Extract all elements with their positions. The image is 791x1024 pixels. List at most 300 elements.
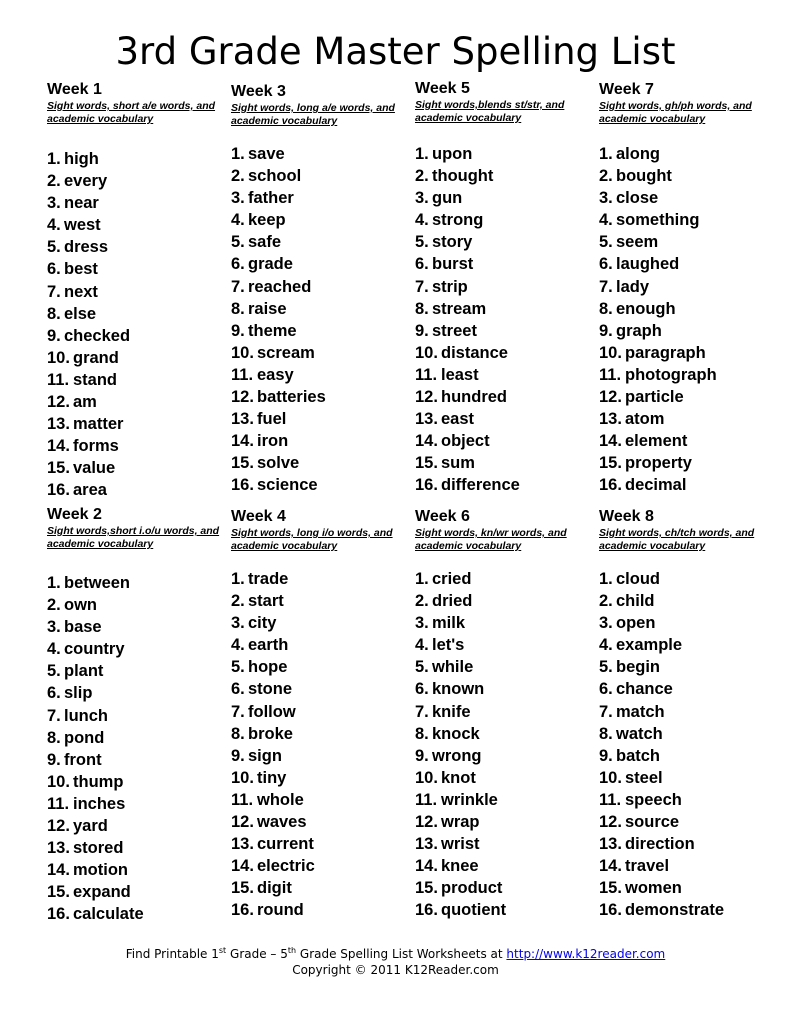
spelling-word: thump xyxy=(73,772,124,791)
list-item xyxy=(231,187,326,209)
item-number: 1. xyxy=(599,145,613,163)
list-item xyxy=(599,568,724,590)
spelling-word: upon xyxy=(432,145,473,163)
spelling-word: stored xyxy=(73,839,124,858)
item-number: 9. xyxy=(231,746,245,765)
list-item xyxy=(47,771,144,793)
item-number: 1. xyxy=(415,570,429,588)
spelling-word: decimal xyxy=(625,476,687,495)
item-number: 6. xyxy=(231,255,245,274)
spelling-word: lunch xyxy=(64,706,108,725)
word-list xyxy=(231,143,326,497)
item-number: 2. xyxy=(599,592,613,611)
list-item xyxy=(47,391,130,413)
item-number: 7. xyxy=(47,706,61,725)
list-item xyxy=(599,899,724,921)
list-item xyxy=(599,811,724,833)
item-number: 10. xyxy=(415,343,438,362)
list-item xyxy=(47,435,130,457)
item-number: 2. xyxy=(415,167,429,186)
spelling-word: city xyxy=(248,614,277,633)
item-number: 6. xyxy=(415,680,429,699)
item-number: 12. xyxy=(415,388,438,407)
week-subtitle: Sight words,blends st/str, and academic vocabulary xyxy=(415,99,565,124)
list-item xyxy=(47,281,130,303)
spelling-word: gun xyxy=(432,189,463,208)
spelling-word: tiny xyxy=(257,768,287,787)
item-number: 11. xyxy=(599,365,622,384)
item-number: 14. xyxy=(415,432,438,451)
footer-line-1 xyxy=(0,946,791,962)
item-number: 1. xyxy=(47,150,61,168)
list-item xyxy=(415,165,520,187)
spelling-word: batch xyxy=(616,746,661,765)
list-item xyxy=(599,877,724,899)
week-2 xyxy=(47,506,229,924)
spelling-word: property xyxy=(625,454,692,473)
spelling-word: strip xyxy=(432,277,468,296)
item-number: 8. xyxy=(47,304,61,323)
list-item xyxy=(47,325,130,347)
week-heading: Week 3 xyxy=(231,83,286,100)
spelling-word: inches xyxy=(73,794,126,813)
list-item xyxy=(47,881,144,903)
spelling-word: keep xyxy=(248,211,286,230)
spelling-word: stone xyxy=(248,680,293,699)
item-number: 5. xyxy=(47,662,61,681)
week-6 xyxy=(415,508,597,920)
item-number: 6. xyxy=(599,255,613,274)
week-5 xyxy=(415,80,597,495)
list-item xyxy=(231,745,315,767)
list-item xyxy=(599,723,724,745)
spelling-word: difference xyxy=(441,476,520,495)
list-item xyxy=(599,386,717,408)
list-item xyxy=(415,342,520,364)
spelling-word: laughed xyxy=(616,255,680,274)
item-number: 7. xyxy=(415,702,429,721)
item-number: 15. xyxy=(231,879,254,898)
item-number: 8. xyxy=(415,724,429,743)
item-number: 9. xyxy=(231,321,245,340)
item-number: 9. xyxy=(47,326,61,345)
spelling-word: enough xyxy=(616,299,676,318)
list-item xyxy=(415,320,520,342)
list-item xyxy=(415,430,520,452)
list-item xyxy=(47,572,144,594)
spelling-word: fuel xyxy=(257,410,287,429)
spelling-word: travel xyxy=(625,857,670,876)
week-heading: Week 2 xyxy=(47,506,102,523)
item-number: 15. xyxy=(415,454,438,473)
list-item xyxy=(47,749,144,771)
spelling-word: distance xyxy=(441,343,508,362)
item-number: 15. xyxy=(47,459,70,478)
list-item xyxy=(599,474,717,496)
week-heading: Week 8 xyxy=(599,508,654,525)
spelling-word: base xyxy=(64,618,102,637)
week-subtitle: Sight words, gh/ph words, and academic vocabulary xyxy=(599,100,752,125)
item-number: 12. xyxy=(47,817,70,836)
week-heading: Week 7 xyxy=(599,81,654,98)
item-number: 8. xyxy=(599,299,613,318)
spelling-word: near xyxy=(64,194,99,213)
list-item xyxy=(415,187,520,209)
list-item xyxy=(415,143,520,165)
spelling-word: broke xyxy=(248,724,293,743)
item-number: 12. xyxy=(231,388,254,407)
word-list xyxy=(415,143,520,497)
list-item xyxy=(415,811,506,833)
item-number: 15. xyxy=(415,879,438,898)
item-number: 6. xyxy=(415,255,429,274)
list-item xyxy=(47,793,144,815)
list-item xyxy=(231,877,315,899)
spelling-word: batteries xyxy=(257,388,326,407)
item-number: 16. xyxy=(231,901,254,920)
item-number: 16. xyxy=(47,905,70,924)
item-number: 10. xyxy=(231,343,254,362)
spelling-word: area xyxy=(73,481,107,500)
list-item xyxy=(47,369,130,391)
list-item xyxy=(415,253,520,275)
list-item xyxy=(231,165,326,187)
spelling-word: particle xyxy=(625,388,684,407)
item-number: 7. xyxy=(599,702,613,721)
item-number: 3. xyxy=(231,614,245,633)
item-number: 2. xyxy=(47,172,61,191)
item-number: 10. xyxy=(47,772,70,791)
list-item xyxy=(231,364,326,386)
spelling-word: steel xyxy=(625,768,663,787)
spelling-word: plant xyxy=(64,662,104,681)
item-number: 7. xyxy=(599,277,613,296)
spelling-word: iron xyxy=(257,432,289,451)
item-number: 11. xyxy=(47,370,70,389)
list-item xyxy=(415,408,520,430)
list-item xyxy=(599,767,724,789)
list-item xyxy=(231,452,326,474)
list-item xyxy=(415,877,506,899)
list-item xyxy=(47,192,130,214)
item-number: 9. xyxy=(415,321,429,340)
list-item xyxy=(231,342,326,364)
item-number: 6. xyxy=(231,680,245,699)
list-item xyxy=(47,594,144,616)
footer-sup-1: st xyxy=(218,946,227,955)
list-item xyxy=(47,236,130,258)
item-number: 16. xyxy=(47,481,70,500)
list-item xyxy=(231,231,326,253)
week-subtitle: Sight words, long a/e words, and academic vocabulary xyxy=(231,102,395,127)
item-number: 11. xyxy=(47,794,70,813)
spelling-word: follow xyxy=(248,702,296,721)
spelling-word: next xyxy=(64,282,98,301)
list-item xyxy=(47,413,130,435)
item-number: 10. xyxy=(47,348,70,367)
list-item xyxy=(599,745,724,767)
item-number: 4. xyxy=(231,636,245,655)
item-number: 5. xyxy=(47,238,61,257)
item-number: 1. xyxy=(231,145,245,163)
spelling-word: least xyxy=(441,365,479,384)
list-item xyxy=(415,899,506,921)
spelling-word: stream xyxy=(432,299,487,318)
list-item xyxy=(599,789,724,811)
list-item xyxy=(415,634,506,656)
spelling-word: high xyxy=(64,150,99,168)
list-item xyxy=(599,634,724,656)
spelling-word: every xyxy=(64,172,108,191)
list-item xyxy=(415,474,520,496)
list-item xyxy=(47,214,130,236)
list-item xyxy=(599,320,717,342)
week-subtitle: Sight words, ch/tch words, and academic vocabulary xyxy=(599,527,755,552)
list-item xyxy=(415,590,506,612)
footer xyxy=(0,946,791,978)
item-number: 13. xyxy=(231,835,254,854)
list-item xyxy=(415,656,506,678)
spelling-word: speech xyxy=(625,790,682,809)
spelling-word: photograph xyxy=(625,365,717,384)
item-number: 12. xyxy=(415,813,438,832)
item-number: 6. xyxy=(47,260,61,279)
item-number: 5. xyxy=(415,658,429,677)
list-item xyxy=(415,298,520,320)
list-item xyxy=(599,656,724,678)
item-number: 16. xyxy=(415,476,438,495)
spelling-word: raise xyxy=(248,299,287,318)
spelling-word: waves xyxy=(257,813,307,832)
spelling-word: cloud xyxy=(616,570,660,588)
item-number: 13. xyxy=(47,839,70,858)
item-number: 4. xyxy=(599,636,613,655)
item-number: 9. xyxy=(599,746,613,765)
list-item xyxy=(231,656,315,678)
spelling-word: bought xyxy=(616,167,672,186)
item-number: 14. xyxy=(231,432,254,451)
list-item xyxy=(599,678,724,700)
item-number: 16. xyxy=(231,476,254,495)
footer-copyright: Copyright © 2011 K12Reader.com xyxy=(292,963,499,977)
spelling-word: cried xyxy=(432,570,472,588)
list-item xyxy=(599,231,717,253)
item-number: 12. xyxy=(231,813,254,832)
spelling-word: knee xyxy=(441,857,479,876)
spelling-word: value xyxy=(73,459,116,478)
list-item xyxy=(231,899,315,921)
item-number: 12. xyxy=(47,393,70,412)
item-number: 9. xyxy=(47,750,61,769)
list-item xyxy=(415,701,506,723)
week-heading: Week 4 xyxy=(231,508,286,525)
list-item xyxy=(415,452,520,474)
spelling-word: example xyxy=(616,636,683,655)
item-number: 2. xyxy=(231,592,245,611)
spelling-word: slip xyxy=(64,684,93,703)
item-number: 8. xyxy=(231,299,245,318)
list-item xyxy=(231,723,315,745)
spelling-word: burst xyxy=(432,255,474,274)
spelling-word: street xyxy=(432,321,477,340)
spelling-word: knock xyxy=(432,724,480,743)
list-item xyxy=(47,682,144,704)
spelling-word: thought xyxy=(432,167,494,186)
spelling-word: wrap xyxy=(441,813,480,832)
footer-text-pre: Find Printable 1 xyxy=(125,947,219,961)
item-number: 10. xyxy=(415,768,438,787)
spelling-word: product xyxy=(441,879,503,898)
spelling-word: between xyxy=(64,574,131,592)
k12reader-link[interactable]: http://www.k12reader.com xyxy=(506,947,666,961)
item-number: 2. xyxy=(47,596,61,615)
item-number: 13. xyxy=(599,410,622,429)
list-item xyxy=(231,811,315,833)
spelling-word: round xyxy=(257,901,304,920)
list-item xyxy=(47,903,144,925)
spelling-word: pond xyxy=(64,728,105,747)
item-number: 3. xyxy=(599,189,613,208)
item-number: 8. xyxy=(415,299,429,318)
footer-sup-2: th xyxy=(287,946,297,955)
item-number: 15. xyxy=(231,454,254,473)
list-item xyxy=(415,209,520,231)
list-item xyxy=(231,386,326,408)
spelling-word: knot xyxy=(441,768,476,787)
item-number: 2. xyxy=(599,167,613,186)
item-number: 4. xyxy=(415,636,429,655)
list-item xyxy=(47,457,130,479)
item-number: 5. xyxy=(231,658,245,677)
item-number: 14. xyxy=(231,857,254,876)
spelling-word: milk xyxy=(432,614,466,633)
item-number: 8. xyxy=(599,724,613,743)
list-item xyxy=(47,638,144,660)
item-number: 5. xyxy=(415,233,429,252)
list-item xyxy=(415,789,506,811)
page-title: 3rd Grade Master Spelling List xyxy=(115,30,676,73)
list-item xyxy=(599,701,724,723)
list-item xyxy=(47,148,130,170)
item-number: 14. xyxy=(599,857,622,876)
item-number: 1. xyxy=(415,145,429,163)
list-item xyxy=(231,253,326,275)
item-number: 16. xyxy=(415,901,438,920)
item-number: 3. xyxy=(47,618,61,637)
list-item xyxy=(47,660,144,682)
spelling-word: along xyxy=(616,145,660,163)
spelling-word: hope xyxy=(248,658,288,677)
item-number: 15. xyxy=(47,883,70,902)
item-number: 7. xyxy=(47,282,61,301)
spelling-word: wrinkle xyxy=(441,790,498,809)
spelling-word: grade xyxy=(248,255,293,274)
list-item xyxy=(231,430,326,452)
spelling-word: country xyxy=(64,640,125,659)
item-number: 7. xyxy=(231,277,245,296)
spelling-word: forms xyxy=(73,437,119,456)
item-number: 11. xyxy=(415,790,438,809)
list-item xyxy=(47,347,130,369)
week-subtitle: Sight words,short i.o/u words, and academic vocabulary xyxy=(47,525,220,550)
list-item xyxy=(415,745,506,767)
item-number: 3. xyxy=(415,614,429,633)
footer-text-post: Grade Spelling List Worksheets at xyxy=(296,947,507,961)
spelling-word: knife xyxy=(432,702,471,721)
item-number: 5. xyxy=(231,233,245,252)
spelling-word: electric xyxy=(257,857,315,876)
spelling-word: object xyxy=(441,432,490,451)
list-item xyxy=(47,303,130,325)
spelling-word: dress xyxy=(64,238,109,257)
spelling-word: front xyxy=(64,750,102,769)
item-number: 13. xyxy=(47,415,70,434)
spelling-word: source xyxy=(625,813,680,832)
spelling-word: digit xyxy=(257,879,292,898)
spelling-word: watch xyxy=(616,724,663,743)
list-item xyxy=(415,855,506,877)
spelling-word: scream xyxy=(257,343,315,362)
list-item xyxy=(231,701,315,723)
item-number: 13. xyxy=(599,835,622,854)
list-item xyxy=(231,855,315,877)
spelling-word: strong xyxy=(432,211,484,230)
week-7 xyxy=(599,81,781,495)
item-number: 10. xyxy=(599,343,622,362)
spelling-word: sum xyxy=(441,454,475,473)
item-number: 13. xyxy=(231,410,254,429)
spelling-word: dried xyxy=(432,592,473,611)
item-number: 16. xyxy=(599,476,622,495)
item-number: 3. xyxy=(599,614,613,633)
item-number: 3. xyxy=(231,189,245,208)
spelling-word: demonstrate xyxy=(625,901,725,920)
spelling-word: science xyxy=(257,476,318,495)
item-number: 4. xyxy=(599,211,613,230)
spelling-word: solve xyxy=(257,454,300,473)
list-item xyxy=(599,364,717,386)
spelling-word: wrist xyxy=(441,835,480,854)
item-number: 3. xyxy=(47,194,61,213)
spelling-word: direction xyxy=(625,835,695,854)
item-number: 5. xyxy=(599,233,613,252)
list-item xyxy=(599,590,724,612)
list-item xyxy=(231,767,315,789)
item-number: 4. xyxy=(231,211,245,230)
list-item xyxy=(47,616,144,638)
week-1 xyxy=(47,81,229,500)
spelling-word: calculate xyxy=(73,905,144,924)
spelling-word: begin xyxy=(616,658,660,677)
list-item xyxy=(415,723,506,745)
spelling-word: west xyxy=(64,216,101,235)
word-list xyxy=(47,148,130,502)
list-item xyxy=(599,209,717,231)
item-number: 9. xyxy=(415,746,429,765)
item-number: 13. xyxy=(415,835,438,854)
week-4 xyxy=(231,508,413,920)
spelling-word: match xyxy=(616,702,665,721)
list-item xyxy=(47,479,130,501)
spelling-word: paragraph xyxy=(625,343,706,362)
spelling-word: story xyxy=(432,233,473,252)
list-item xyxy=(47,837,144,859)
list-item xyxy=(231,209,326,231)
spelling-word: close xyxy=(616,189,659,208)
spelling-word: current xyxy=(257,835,314,854)
list-item xyxy=(231,276,326,298)
word-list xyxy=(415,568,506,922)
